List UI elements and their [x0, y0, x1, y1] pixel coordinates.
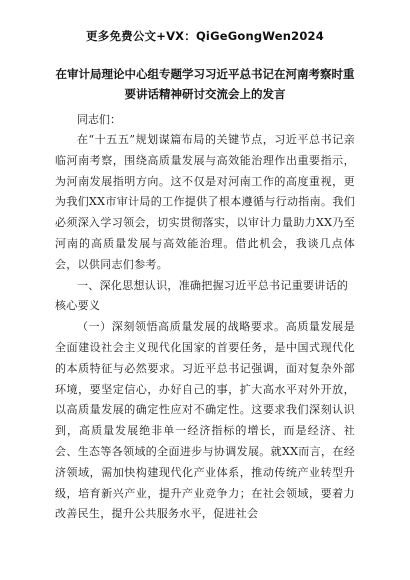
- intro-paragraph: 在“十五五”规划谋篇布局的关键节点，习近平总书记亲临河南考察，围绕高质量发展与高效能治理作出重要指示，为河南发展指明方向。这不仅是对河南工作的高度重视，更为我们XX市审计局的工作提供了根本遵循与行动指南。我们必须深入学习领会，切实贯彻落实，以审计力量助力XX乃至河南的高质量发展与高效能治理。借此机会，我谈几点体会，以供同志们参考。: [55, 133, 355, 271]
- header-banner: 更多免费公文+VX：QiGeGongWen2024: [86, 29, 324, 43]
- subsection-one-label: （一）深刻领悟高质量发展的战略要求。: [77, 320, 286, 334]
- subsection-one-paragraph: [55, 317, 355, 525]
- section-one-heading: 一、深化思想认识，准确把握习近平总书记重要讲话的核心要义: [55, 278, 349, 313]
- subsection-one-body: 高质量发展是全面建设社会主义现代化国家的首要任务，是中国式现代化的本质特征与必然要求。习近平总书记强调，面对复杂外部环境，要坚定信心，办好自己的事，扩大高水平对外开放，以高质量发展的确定性应对不确定性。这要求我们深刻认识到，高质量发展绝非单一经济指标的增长，而是经济、社会、生态等各领域的全面进步与协调发展。就XX而言，在经济领域，需加快构建现代化产业体系，推动传统产业转型升级，培育新兴产业，提升产业竞争力；在社会领域，要着力改善民生，提升公共服务水平，促进社会: [55, 320, 355, 521]
- salutation: 同志们：: [77, 113, 121, 126]
- document-title: 在审计局理论中心组专题学习习近平总书记在河南考察时重要讲话精神研讨交流会上的发言: [55, 67, 355, 101]
